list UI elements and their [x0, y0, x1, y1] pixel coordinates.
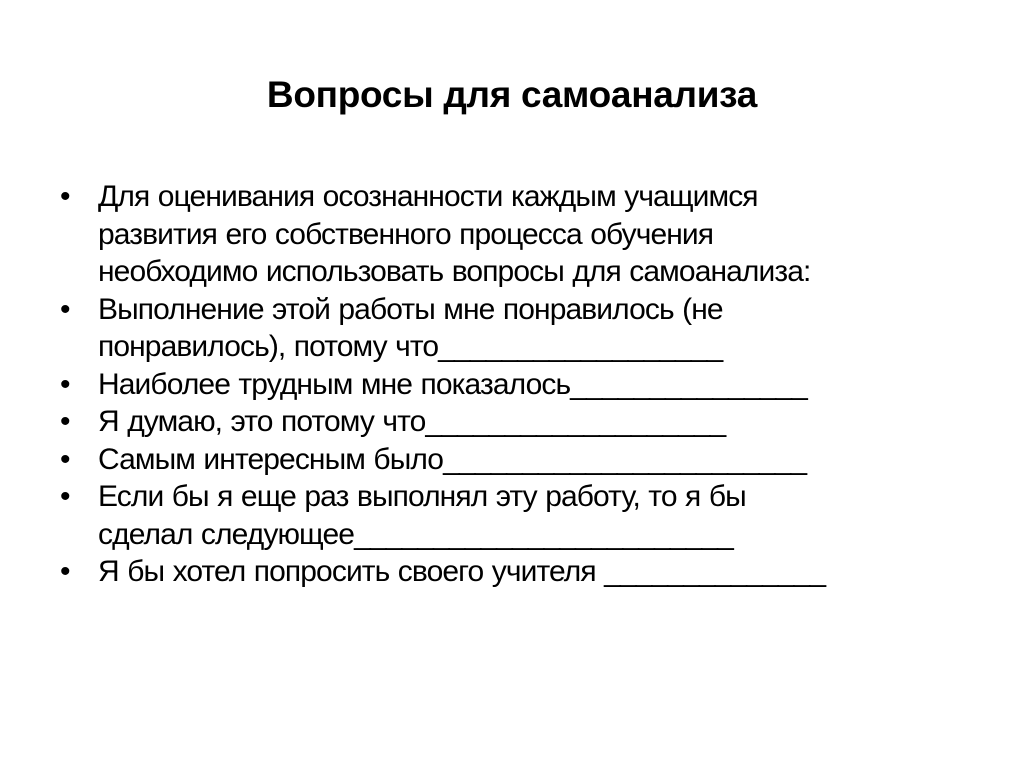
bullet-icon: •	[60, 367, 71, 401]
list-item	[60, 441, 825, 479]
list-item-text: понравилось), потому что__________________	[98, 330, 723, 363]
bullet-icon: •	[60, 292, 71, 326]
list-item-text: Для оценивания осознанности каждым учащимся	[98, 180, 758, 213]
bullet-icon: •	[60, 555, 71, 588]
list-item	[60, 553, 825, 591]
bullet-icon: •	[60, 180, 71, 213]
list-item	[60, 478, 825, 553]
list-item	[60, 291, 825, 366]
bullet-icon: •	[60, 480, 71, 513]
bullet-list	[60, 178, 825, 591]
list-item	[60, 403, 825, 441]
bullet-icon: •	[60, 405, 71, 438]
list-item-text: Выполнение этой работы мне понравилось (не	[98, 292, 723, 326]
list-item	[60, 366, 825, 404]
list-item-text: развития его собственного процесса обучения	[98, 217, 714, 251]
bullet-icon: •	[60, 442, 71, 476]
list-item-text: Я бы хотел попросить своего учителя ______________	[98, 555, 826, 588]
list-item-text: Если бы я еще раз выполнял эту работу, то я бы	[98, 480, 746, 513]
slide-title: Вопросы для самоанализа	[266, 74, 758, 115]
list-item-text: сделал следующее________________________	[98, 517, 733, 551]
list-item-text: Наиболее трудным мне показалось_______________	[98, 367, 807, 401]
list-item-text: Я думаю, это потому что___________________	[98, 405, 726, 438]
list-item-text: необходимо использовать вопросы для самоанализа:	[98, 255, 811, 288]
list-item-text: Самым интересным было_______________________	[98, 442, 807, 476]
list-item	[60, 178, 825, 291]
